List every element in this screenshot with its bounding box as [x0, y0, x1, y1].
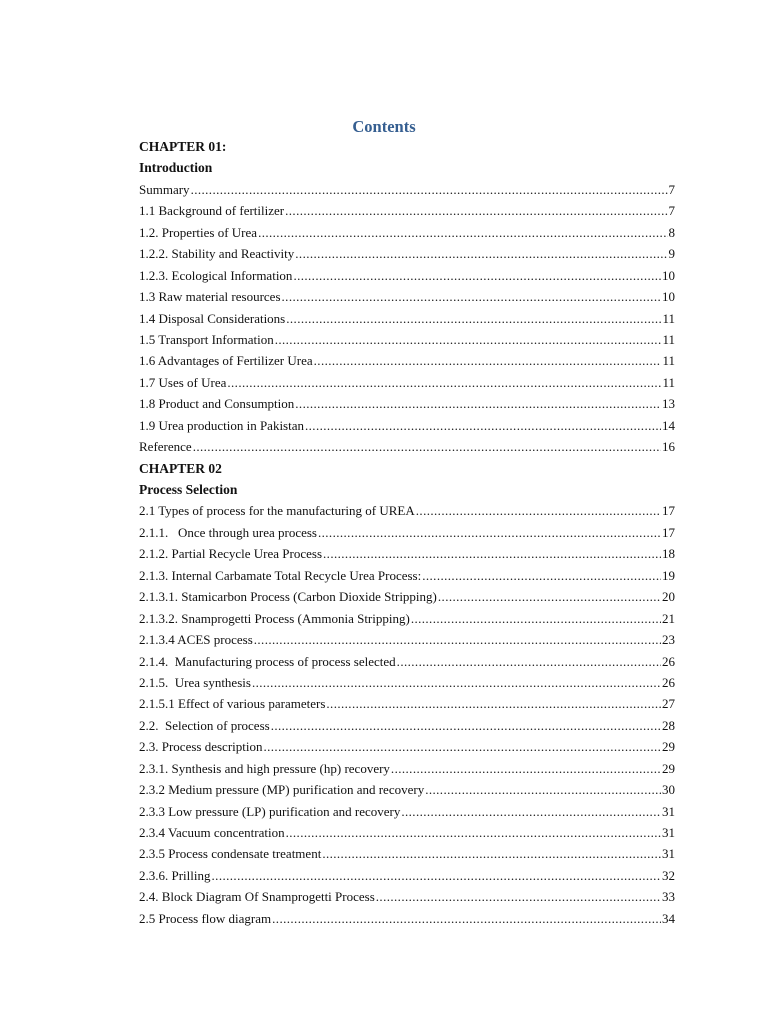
toc-entry[interactable]: [139, 608, 675, 629]
dot-leader: [322, 843, 661, 864]
toc-entry-page-number: 30: [662, 782, 675, 798]
dot-leader: [285, 200, 667, 221]
dot-leader: [416, 500, 661, 521]
toc-entry-page-number: 7: [668, 181, 675, 197]
toc-entry-label: 2.3.2 Medium pressure (MP) purification and recovery: [139, 782, 425, 798]
toc-entry[interactable]: [139, 372, 675, 393]
toc-entry-page-number: 10: [662, 289, 675, 305]
toc-heading: Process Selection: [139, 482, 238, 497]
toc-entry-label: 2.1.3.4 ACES process: [139, 632, 253, 648]
toc-entry-label: 1.1 Background of fertilizer: [139, 203, 285, 219]
toc-entry[interactable]: [139, 672, 675, 693]
toc-entry[interactable]: [139, 179, 675, 200]
toc-entry-page-number: 19: [662, 567, 675, 583]
toc-entry-page-number: 28: [662, 717, 675, 733]
toc-entry-page-number: 7: [668, 203, 675, 219]
toc-entry-label: 1.5 Transport Information: [139, 331, 274, 347]
toc-entry-page-number: 21: [662, 610, 675, 626]
toc-entry-label: 1.4 Disposal Considerations: [139, 310, 286, 326]
toc-entry-label: 2.3.4 Vacuum concentration: [139, 825, 285, 840]
toc-entry-page-number: 11: [662, 353, 675, 369]
toc-entry-page-number: 10: [662, 267, 675, 283]
toc-entry[interactable]: [139, 843, 675, 864]
dot-leader: [295, 243, 667, 264]
toc-entry-label: 1.2.3. Ecological Information: [139, 267, 293, 283]
dot-leader: [271, 715, 661, 736]
toc-entry[interactable]: [139, 801, 675, 822]
toc-entry-label: 1.9 Urea production in Pakistan: [139, 417, 304, 433]
dot-leader: [191, 179, 668, 200]
toc-entry-label: 1.3 Raw material resources: [139, 289, 281, 305]
toc-entry[interactable]: [139, 758, 675, 779]
toc-entry[interactable]: [139, 908, 675, 929]
dot-leader: [293, 265, 661, 286]
toc-entry-page-number: 8: [668, 224, 675, 240]
toc-entry-label: 1.6 Advantages of Fertilizer Urea: [139, 353, 313, 369]
toc-entry[interactable]: [139, 500, 675, 521]
toc-entry[interactable]: [139, 265, 675, 286]
toc-entry[interactable]: [139, 651, 675, 672]
toc-entry[interactable]: [139, 693, 675, 714]
dot-leader: [438, 586, 661, 607]
toc-entry-page-number: 26: [662, 674, 675, 690]
toc-entry[interactable]: [139, 886, 675, 907]
toc-entry-label: 1.2.2. Stability and Reactivity: [139, 246, 295, 262]
toc-entry-label: 2.4. Block Diagram Of Snamprogetti Process: [139, 889, 375, 905]
toc-entry[interactable]: [139, 565, 675, 586]
toc-entry-page-number: 33: [662, 889, 675, 905]
toc-entry[interactable]: [139, 243, 675, 264]
toc-entry[interactable]: [139, 329, 675, 350]
dot-leader: [323, 543, 661, 564]
toc-entry-page-number: 11: [662, 374, 675, 390]
toc-entry[interactable]: [139, 200, 675, 221]
toc-entry[interactable]: [139, 779, 675, 800]
toc-entry-page-number: 32: [662, 867, 675, 883]
dot-leader: [272, 908, 661, 929]
toc-entry[interactable]: [139, 715, 675, 736]
toc-entry[interactable]: [139, 222, 675, 243]
dot-leader: [263, 736, 661, 757]
toc-entry-page-number: 29: [662, 760, 675, 776]
dot-leader: [212, 865, 661, 886]
toc-entry-label: 2.1.3.2. Snamprogetti Process (Ammonia Stripping): [139, 610, 410, 626]
dot-leader: [411, 608, 661, 629]
dot-leader: [318, 522, 661, 543]
toc-entry-label: 2.3.5 Process condensate treatment: [139, 846, 322, 862]
dot-leader: [425, 779, 661, 800]
toc-entry[interactable]: [139, 522, 675, 543]
toc-entry-label: 2.3.1. Synthesis and high pressure (hp) recovery: [139, 760, 390, 776]
toc-entry-label: Reference: [139, 439, 192, 455]
toc-entry[interactable]: [139, 629, 675, 650]
toc-entry-label: 2.1.3.1. Stamicarbon Process (Carbon Dioxide Stripping): [139, 589, 437, 605]
dot-leader: [282, 286, 661, 307]
dot-leader: [286, 822, 661, 843]
dot-leader: [376, 886, 661, 907]
toc-entry[interactable]: [139, 736, 675, 757]
toc-entry-page-number: 31: [662, 803, 675, 819]
toc-entry[interactable]: [139, 415, 675, 436]
toc-entry-label: 1.7 Uses of Urea: [139, 374, 227, 390]
dot-leader: [314, 350, 662, 371]
toc-entry[interactable]: [139, 393, 675, 414]
toc-entry-page-number: 23: [662, 632, 675, 648]
toc-entry-label: 2.3.6. Prilling: [139, 867, 211, 883]
dot-leader: [295, 393, 661, 414]
dot-leader: [391, 758, 661, 779]
toc-entry-page-number: 26: [662, 653, 675, 669]
dot-leader: [275, 329, 662, 350]
toc-entry-label: 2.1 Types of process for the manufacturing of UREA: [139, 503, 415, 519]
toc-entry-page-number: 27: [662, 696, 675, 712]
dot-leader: [193, 436, 661, 457]
toc-entry[interactable]: [139, 543, 675, 564]
toc-entry-page-number: 13: [662, 396, 675, 412]
toc-entry-label: Summary: [139, 181, 190, 197]
dot-leader: [422, 565, 661, 586]
toc-entry-label: 2.1.5.1 Effect of various parameters: [139, 696, 326, 712]
toc-entry[interactable]: [139, 308, 675, 329]
toc-entry-page-number: 11: [662, 310, 675, 326]
toc-entry[interactable]: [139, 436, 675, 457]
toc-entry-page-number: 31: [662, 825, 675, 840]
toc-entry-label: 2.1.3. Internal Carbamate Total Recycle Urea Process:: [139, 567, 422, 583]
toc-entry-label: 2.1.4. Manufacturing process of process selected: [139, 653, 396, 669]
toc-entry-page-number: 29: [662, 739, 675, 755]
toc-entry-page-number: 9: [668, 246, 675, 262]
toc-entry-label: 2.1.1. Once through urea process: [139, 524, 317, 540]
toc-entry-page-number: 17: [662, 524, 675, 540]
dot-leader: [254, 629, 661, 650]
toc-entry-page-number: 17: [662, 503, 675, 519]
toc-entry[interactable]: [139, 286, 675, 307]
toc-entry-label: 2.5 Process flow diagram: [139, 910, 272, 926]
toc-entry[interactable]: [139, 865, 675, 886]
toc-list: [139, 136, 675, 929]
toc-entry-label: 2.1.5. Urea synthesis: [139, 674, 251, 690]
toc-entry-label: 2.3. Process description: [139, 739, 263, 755]
toc-entry-page-number: 34: [662, 910, 675, 926]
toc-entry-label: 2.3.3 Low pressure (LP) purification and recovery: [139, 803, 401, 819]
toc-entry[interactable]: [139, 586, 675, 607]
dot-leader: [227, 372, 661, 393]
dot-leader: [397, 651, 661, 672]
dot-leader: [401, 801, 661, 822]
dot-leader: [286, 308, 661, 329]
dot-leader: [252, 672, 661, 693]
toc-heading: Introduction: [139, 160, 213, 176]
dot-leader: [258, 222, 667, 243]
toc-entry[interactable]: [139, 822, 675, 843]
toc-entry-label: 2.2. Selection of process: [139, 717, 270, 733]
dot-leader: [326, 693, 661, 714]
dot-leader: [305, 415, 661, 436]
toc-entry-label: 1.2. Properties of Urea: [139, 224, 258, 240]
toc-heading: CHAPTER 02: [139, 460, 222, 476]
toc-entry-page-number: 20: [662, 589, 675, 605]
toc-entry-label: 1.8 Product and Consumption: [139, 396, 295, 412]
toc-entry-page-number: 11: [662, 331, 675, 347]
toc-entry-page-number: 18: [662, 546, 675, 562]
toc-entry-page-number: 16: [662, 439, 675, 455]
toc-heading: CHAPTER 01:: [139, 139, 227, 154]
toc-entry-page-number: 14: [662, 417, 675, 433]
toc-entry-label: 2.1.2. Partial Recycle Urea Process: [139, 546, 323, 562]
toc-entry-page-number: 31: [662, 846, 675, 862]
toc-entry[interactable]: [139, 350, 675, 371]
page-title: Contents: [352, 117, 416, 136]
